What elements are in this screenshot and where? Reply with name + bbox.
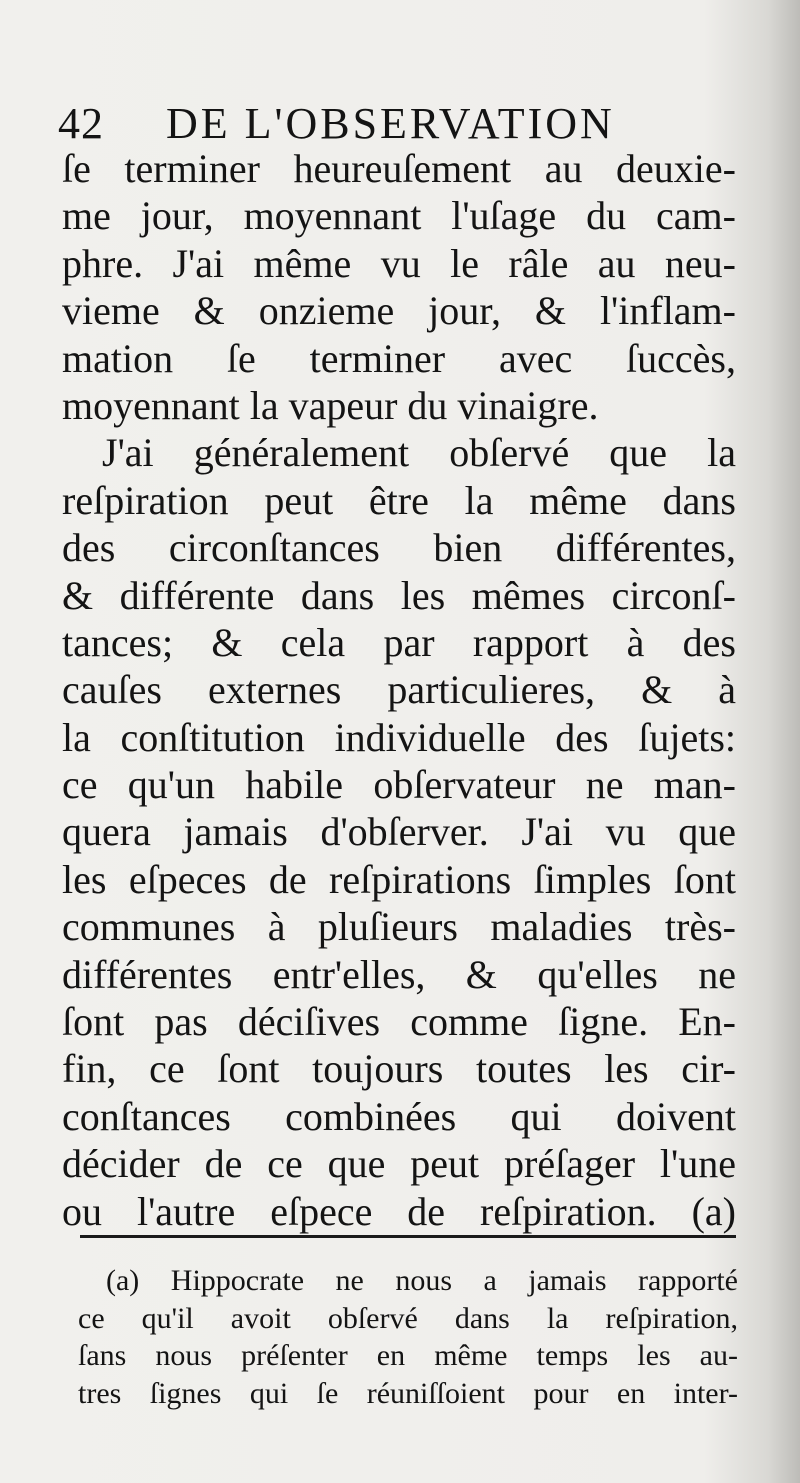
body-line: communes à pluſieurs maladies très- <box>62 904 736 950</box>
body-line: la conſtitution individuelle des ſujets: <box>62 714 736 760</box>
body-text <box>62 145 736 1235</box>
body-line: mation ſe terminer avec ſuccès, <box>62 335 736 381</box>
body-line: reſpiration peut être la même dans <box>62 477 736 523</box>
body-line: ſont pas déciſives comme ſigne. En- <box>62 999 736 1045</box>
footnote-line: tres ſignes qui ſe réuniſſoient pour en inter- <box>78 1376 738 1410</box>
footnote-line: ſans nous préſenter en même temps les au- <box>78 1339 738 1372</box>
footnote-line: (a) Hippocrate ne nous a jamais rapporté <box>106 1264 738 1297</box>
body-line: des circonſtances bien différentes, <box>62 525 736 571</box>
footnote-line: ce qu'il avoit obſervé dans la reſpiration, <box>78 1301 738 1335</box>
body-line: tances; & cela par rapport à des <box>62 619 736 665</box>
footnote-separator <box>80 1235 736 1238</box>
footnote <box>78 1262 738 1412</box>
page-number: 42 <box>58 99 104 148</box>
body-line: J'ai généralement obſervé que la <box>102 430 736 476</box>
body-line: quera jamais d'obſerver. J'ai vu que <box>62 809 736 855</box>
body-line: ce qu'un habile obſervateur ne man- <box>62 762 736 808</box>
body-line: décider de ce que peut préſager l'une <box>62 1141 736 1187</box>
body-line: phre. J'ai même vu le râle au neu- <box>62 240 736 286</box>
body-line: ou l'autre eſpece de reſpiration. (a) <box>62 1188 736 1234</box>
body-line: conſtances combinées qui doivent <box>62 1093 736 1139</box>
body-line: moyennant la vapeur du vinaigre. <box>62 382 599 428</box>
body-line: cauſes externes particulieres, & à <box>62 667 736 713</box>
body-line: fin, ce ſont toujours toutes les cir- <box>62 1046 736 1092</box>
body-line: vieme & onzieme jour, & l'inflam- <box>62 288 736 334</box>
body-line: les eſpeces de reſpirations ſimples ſont <box>62 856 736 902</box>
page-header <box>58 96 738 152</box>
body-line: ſe terminer heureuſement au deuxie- <box>62 146 736 191</box>
body-line: & différente dans les mêmes circonſ- <box>62 572 736 618</box>
body-line: différentes entr'elles, & qu'elles ne <box>62 951 736 997</box>
body-line: me jour, moyennant l'uſage du cam- <box>62 193 736 239</box>
running-title: DE L'OBSERVATION <box>166 99 615 148</box>
